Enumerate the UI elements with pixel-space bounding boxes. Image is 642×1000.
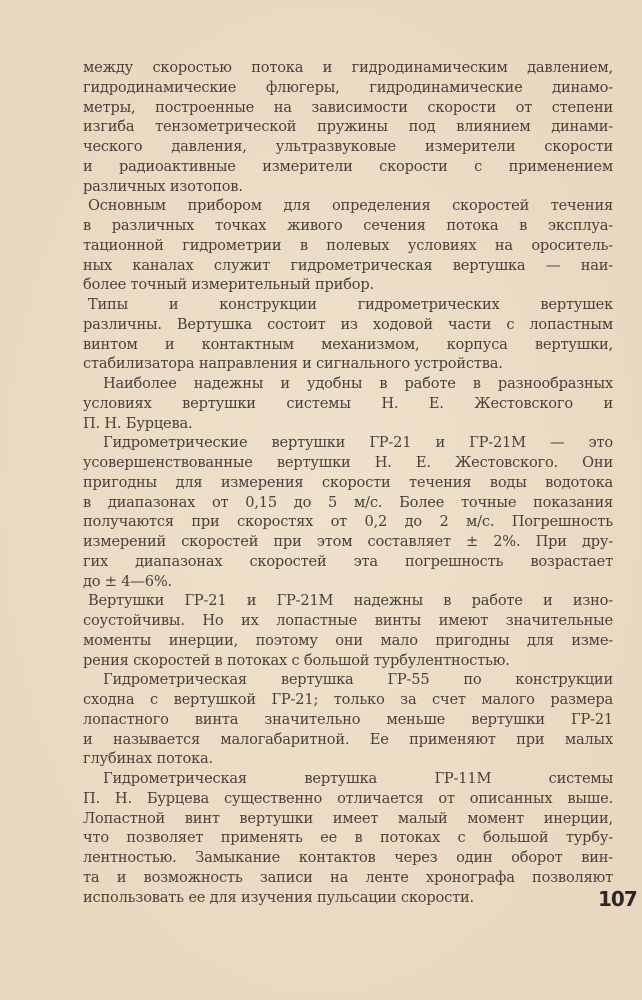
text-line: рения скоростей в потоках с большой турбулентностью. [83,651,510,669]
text-line: условиях вертушки системы Н. Е. Жестовского и [83,394,613,412]
paragraph [83,591,613,670]
text-line: ных каналах служит гидрометрическая вертушка — наи- [83,256,613,274]
text-line: что позволяет применять ее в потоках с большой турбу- [83,829,613,847]
text-line: гидродинамические флюгеры, гидродинамические динамо- [83,78,613,96]
paragraph [83,769,613,907]
text-line: ческого давления, ультразвуковые измерители скорости [83,138,613,155]
text-line: П. Н. Бурцева существенно отличается от описанных выше. [83,789,613,807]
text-line: и радиоактивные измерители скорости с применением [83,157,613,175]
text-line: Гидрометрическая вертушка ГР-55 по конструкции [103,671,613,689]
text-line: различны. Вертушка состоит из ходовой части с лопастным [83,315,613,333]
text-line: различных изотопов. [83,177,243,195]
text-line: тационной гидрометрии в полевых условиях на ороситель- [83,236,613,254]
paragraph [83,196,613,295]
text-line: глубинах потока. [83,750,213,768]
text-line: та и возможность записи на ленте хронографа позволяют [83,868,613,886]
text-line: винтом и контактным механизмом, корпуса вертушки, [83,335,613,353]
text-line: между скоростью потока и гидродинамическим давлением, [83,59,613,76]
text-line: более точный измерительный прибор. [83,276,374,294]
text-line: метры, построенные на зависимости скорости от степени [83,98,613,116]
text-line: лентностью. Замыкание контактов через один оборот вин- [83,849,613,866]
text-line: Лопастной винт вертушки имеет малый момент инерции, [83,809,613,827]
text-line: Основным прибором для определения скоростей течения [88,197,613,215]
text-line: лопастного винта значительно меньше вертушки ГР-21 [83,710,613,728]
text-line: пригодны для измерения скорости течения воды водотока [83,473,613,491]
text-line: сходна с вертушкой ГР-21; только за счет малого размера [83,691,613,708]
text-line: Вертушки ГР-21 и ГР-21М надежны в работе и изно- [88,592,613,610]
text-line: изгиба тензометрической пружины под влиянием динами- [83,118,613,136]
body-text [83,58,613,907]
paragraph [83,58,613,196]
text-line: Наиболее надежны и удобны в работе в разнообразных [103,375,613,392]
text-line: соустойчивы. Но их лопастные винты имеют значительные [83,612,613,629]
text-line: до ± 4—6%. [83,572,172,590]
text-line: использовать ее для изучения пульсации скорости. [83,888,474,906]
text-line: П. Н. Бурцева. [83,414,193,432]
page-number: 107 [598,887,637,911]
text-line: получаются при скоростях от 0,2 до 2 м/с. Погрешность [83,513,613,531]
paragraph [83,295,613,374]
text-line: стабилизатора направления и сигнального устройства. [83,355,503,373]
text-line: Гидрометрическая вертушка ГР-11М системы [103,770,613,787]
text-line: усовершенствованные вертушки Н. Е. Жестовского. Они [83,454,613,471]
text-line: моменты инерции, поэтому они мало пригодны для изме- [83,631,613,649]
text-line: измерений скоростей при этом составляет ± 2%. При дру- [83,533,613,550]
text-line: и называется малогабаритной. Ее применяют при малых [83,730,613,748]
paragraph [83,433,613,591]
text-line: в диапазонах от 0,15 до 5 м/с. Более точные показания [83,493,613,511]
paragraph [83,374,613,433]
text-line: Типы и конструкции гидрометрических вертушек [88,296,613,313]
text-line: гих диапазонах скоростей эта погрешность возрастает [83,552,613,570]
text-line: Гидрометрические вертушки ГР-21 и ГР-21М — это [103,434,613,452]
paragraph [83,670,613,769]
text-line: в различных точках живого сечения потока в эксплуа- [83,217,613,234]
